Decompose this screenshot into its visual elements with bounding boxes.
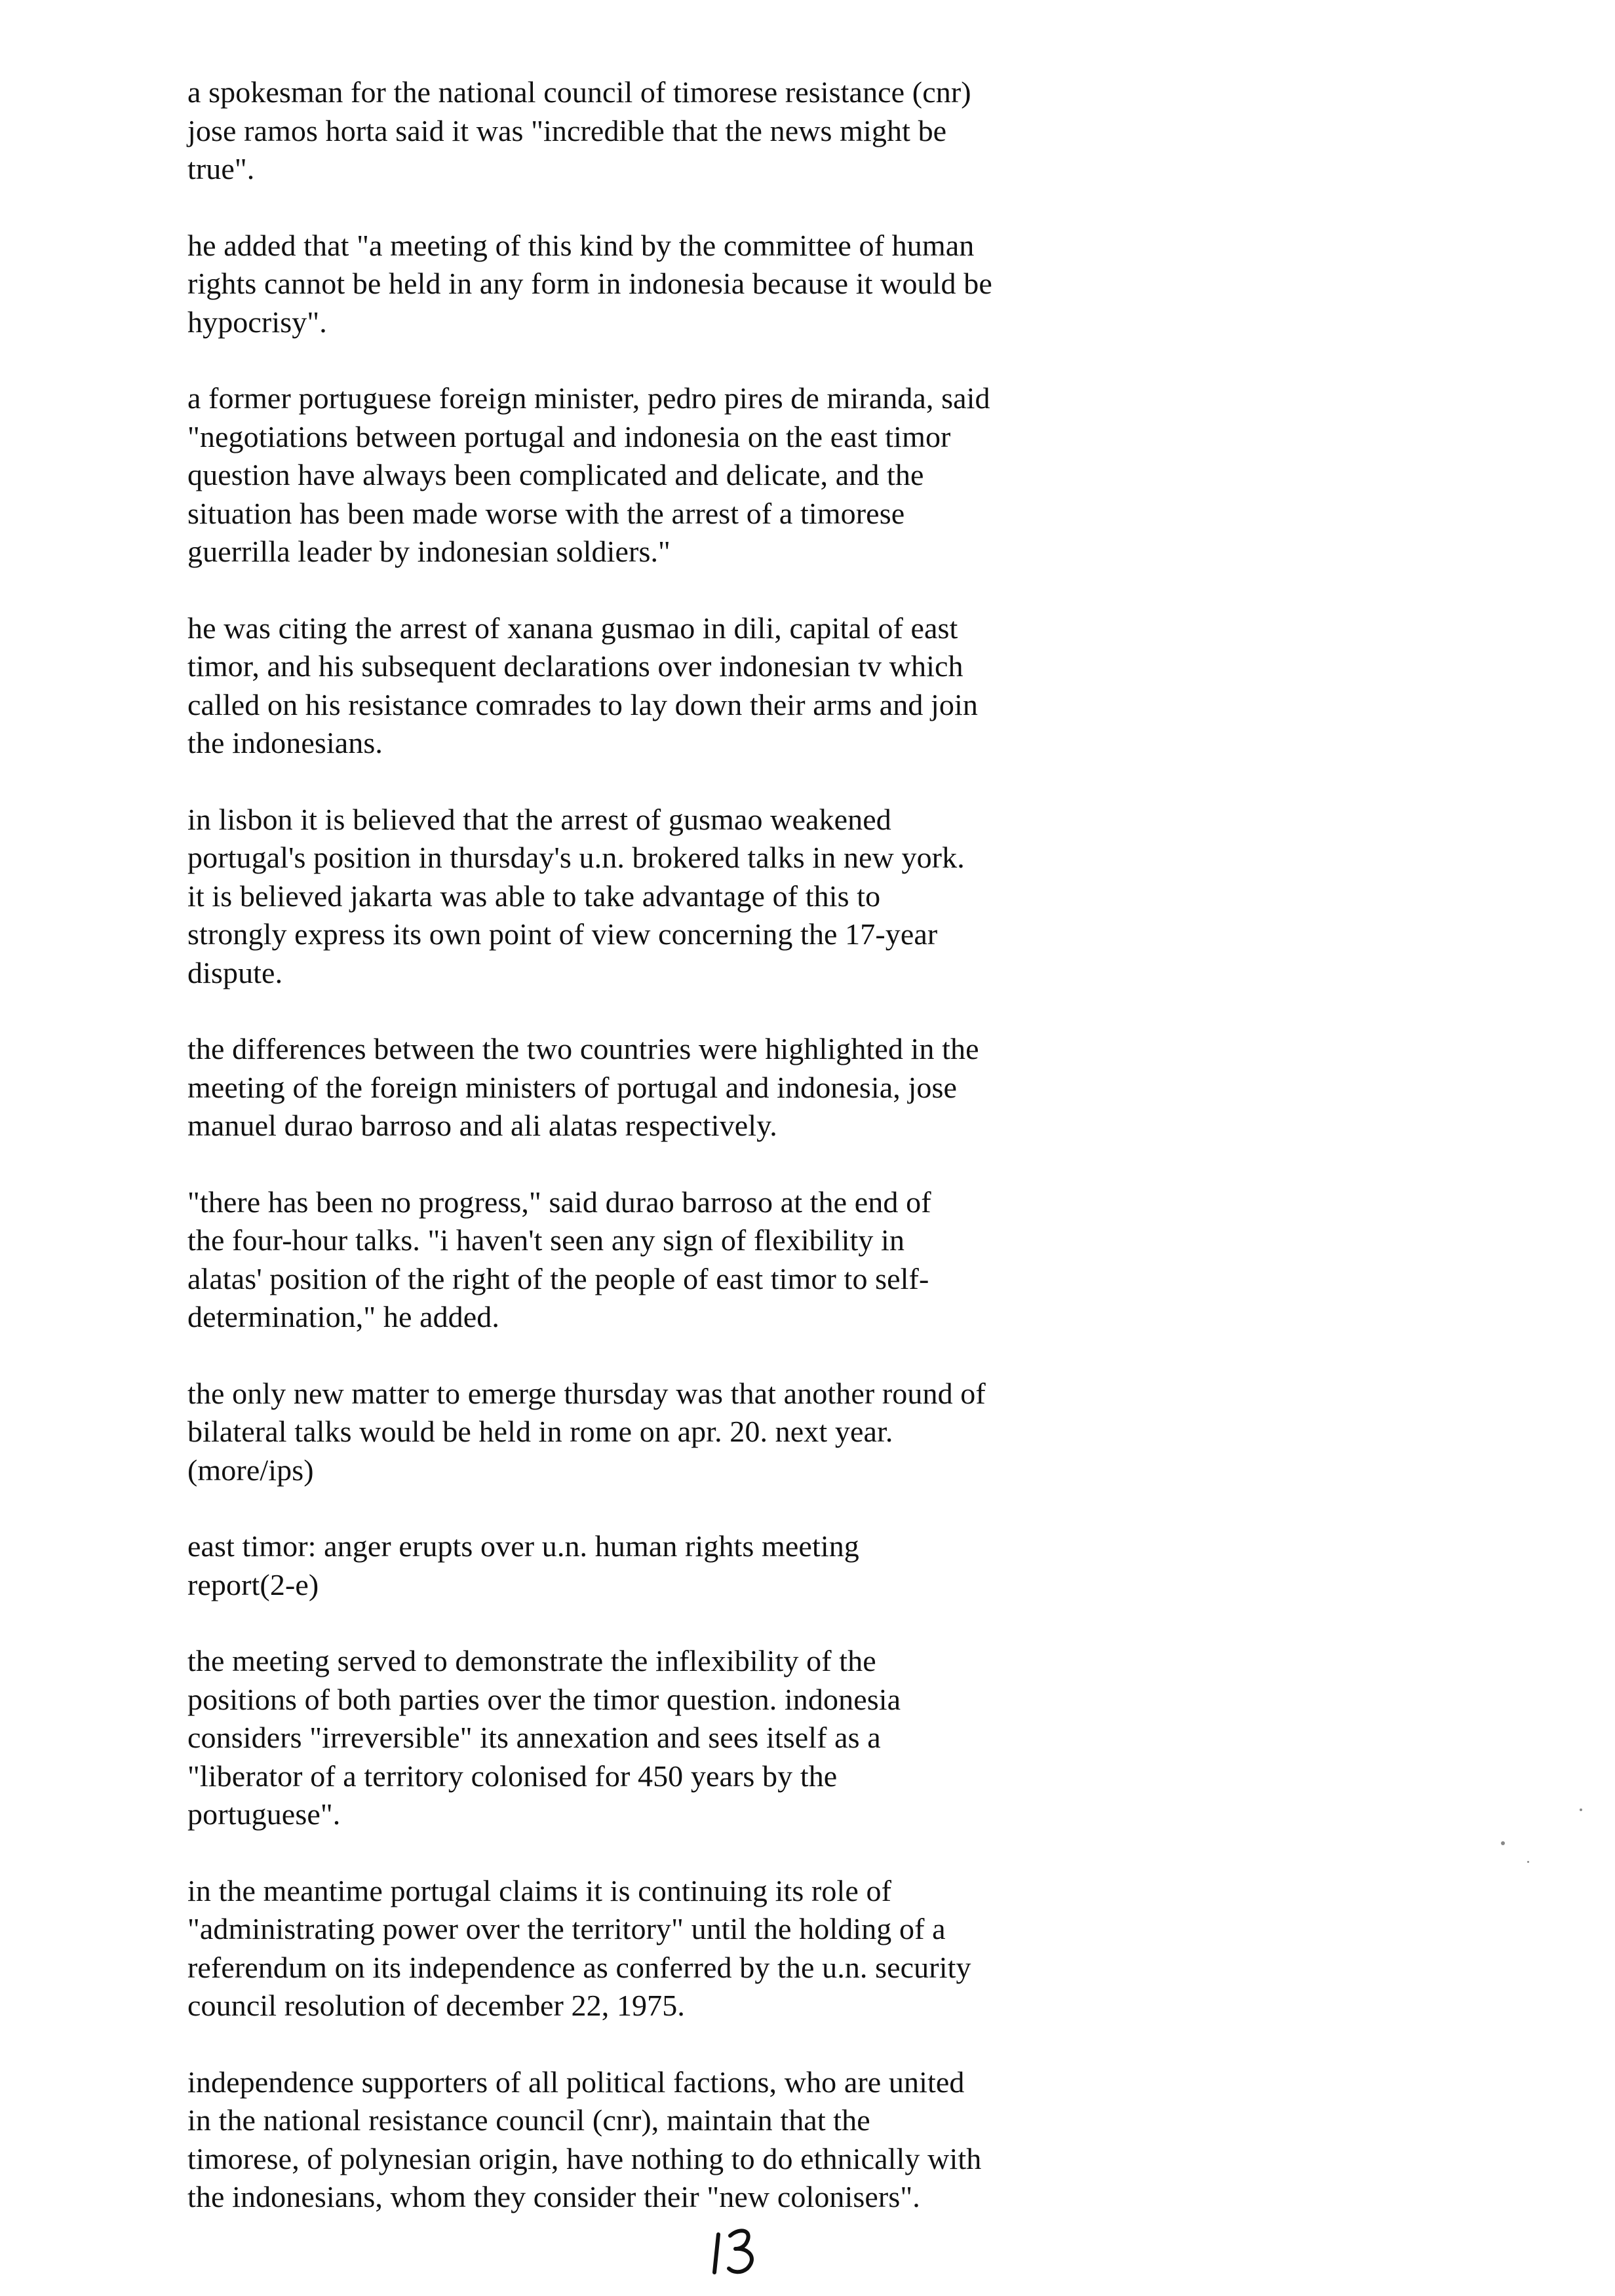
paragraph-8: the only new matter to emerge thursday was that another round of bilateral talks would be held in rome on apr. 20. next year. (more/ips) [187,1376,986,1487]
paragraph-3: a former portuguese foreign minister, pedro pires de miranda, said "negotiations between portugal and indonesia on the east timor question have always been complicated and delicate, and the situation has been made worse with the arrest of a timorese guerrilla leader by indonesian soldiers." [187,381,990,568]
paragraph-1: a spokesman for the national council of timorese resistance (cnr) jose ramos horta said it was "incredible that the news might be true". [187,75,971,185]
handwritten-page-number [708,2221,767,2280]
scan-speck [1527,1861,1529,1863]
paragraph-6: the differences between the two countries were highlighted in the meeting of the foreign ministers of portugal and indonesia, jose manuel durao barroso and ali alatas respectively. [187,1032,979,1142]
paragraph-10: in the meantime portugal claims it is continuing its role of "administrating power over the territory" until the holding of a referendum on its independence as conferred by the u.n. security council resolution of december 22, 1975. [187,1873,971,2022]
paragraph-5: in lisbon it is believed that the arrest of gusmao weakened portugal's position in thursday's u.n. brokered talks in new york. it is believed jakarta was able to take advantage of this to strongly express its own point of view concerning the 17-year dispute. [187,802,965,989]
paragraph-2: he added that "a meeting of this kind by the committee of human rights cannot be held in any form in indonesia because it would be hypocrisy". [187,228,992,339]
document-body [187,73,1131,2255]
paragraph-7: "there has been no progress," said durao barroso at the end of the four-hour talks. "i haven't seen any sign of flexibility in alatas' position of the right of the people of east timor to self- determination," he added. [187,1185,931,1333]
paragraph-4: he was citing the arrest of xanana gusmao in dili, capital of east timor, and his subsequent declarations over indonesian tv which called on his resistance comrades to lay down their arms and join the indonesians. [187,611,978,759]
paragraph-9: the meeting served to demonstrate the inflexibility of the positions of both parties over the timor question. indonesia considers "irreversible" its annexation and sees itself as a "liberator of a territory colonised for 450 years by the portuguese". [187,1644,901,1831]
scan-speck [1501,1841,1505,1845]
paragraph-11: independence supporters of all political factions, who are united in the national resistance council (cnr), maintain that the timorese, of polynesian origin, have nothing to do ethnically with the indonesians, whom they consider their "new colonisers". [187,2065,982,2213]
scan-speck [1580,1808,1582,1811]
handwritten-page-number-glyph [708,2221,767,2280]
report-heading: east timor: anger erupts over u.n. human rights meeting report(2-e) [187,1529,859,1601]
